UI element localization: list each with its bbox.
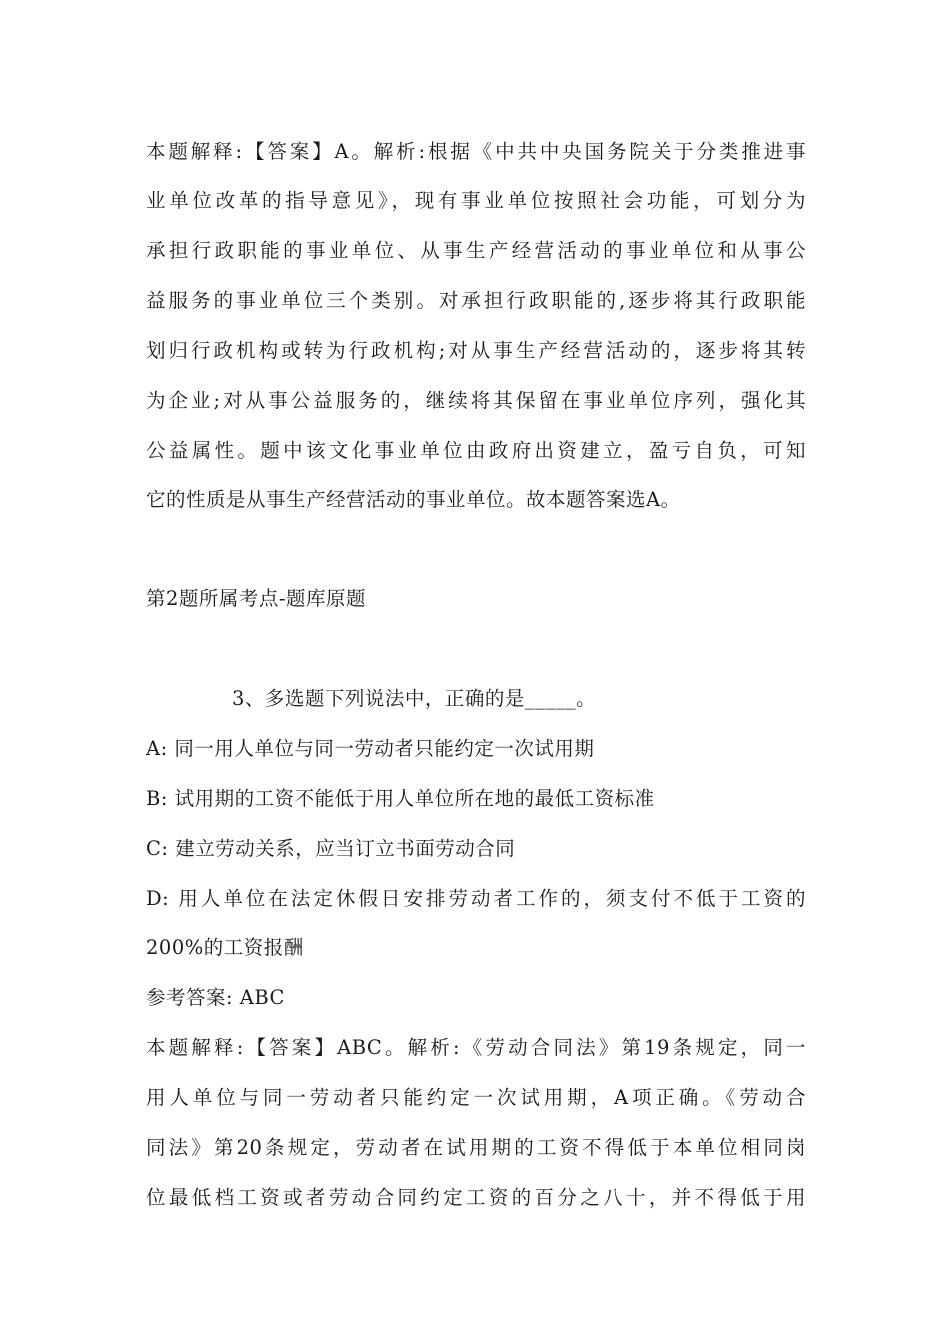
explanation3-line-2: 用人单位与同一劳动者只能约定一次试用期，A项正确。《劳动合 xyxy=(146,1086,806,1109)
explanation3-line-3: 同法》第20条规定，劳动者在试用期的工资不得低于本单位相同岗 xyxy=(146,1136,806,1159)
explanation1-line-1: 本题解释:【答案】A。解析:根据《中共中央国务院关于分类推进事 xyxy=(146,140,806,163)
explanation3-line-4: 位最低档工资或者劳动合同约定工资的百分之八十，并不得低于用 xyxy=(146,1186,806,1209)
explanation1-line-6: 为企业;对从事公益服务的，继续将其保留在事业单位序列，强化其 xyxy=(146,389,806,412)
section-title: 第2题所属考点-题库原题 xyxy=(146,587,366,610)
explanation1-line-4: 益服务的事业单位三个类别。对承担行政职能的,逐步将其行政职能 xyxy=(146,289,806,312)
explanation1-line-7: 公益属性。题中该文化事业单位由政府出资建立，盈亏自负，可知 xyxy=(146,439,806,462)
question3-option-d: D: 用人单位在法定休假日安排劳动者工作的，须支付不低于工资的 xyxy=(146,887,806,910)
explanation1-line-8: 它的性质是从事生产经营活动的事业单位。故本题答案选A。 xyxy=(146,488,681,511)
question3-stem: 3、多选题下列说法中，正确的是_____。 xyxy=(232,687,597,710)
question3-answer: 参考答案: ABC xyxy=(146,986,285,1009)
explanation3-line-1: 本题解释:【答案】ABC。解析:《劳动合同法》第19条规定，同一 xyxy=(146,1036,806,1059)
question3-option-a: A: 同一用人单位与同一劳动者只能约定一次试用期 xyxy=(146,737,595,760)
explanation1-line-2: 业单位改革的指导意见》，现有事业单位按照社会功能，可划分为 xyxy=(146,189,806,212)
question3-option-c: C: 建立劳动关系，应当订立书面劳动合同 xyxy=(146,837,516,860)
explanation1-line-3: 承担行政职能的事业单位、从事生产经营活动的事业单位和从事公 xyxy=(146,239,806,262)
question3-option-d-continued: 200%的工资报酬 xyxy=(146,936,304,959)
explanation1-line-5: 划归行政机构或转为行政机构;对从事生产经营活动的，逐步将其转 xyxy=(146,339,806,362)
question3-option-b: B: 试用期的工资不能低于用人单位所在地的最低工资标准 xyxy=(146,787,655,810)
